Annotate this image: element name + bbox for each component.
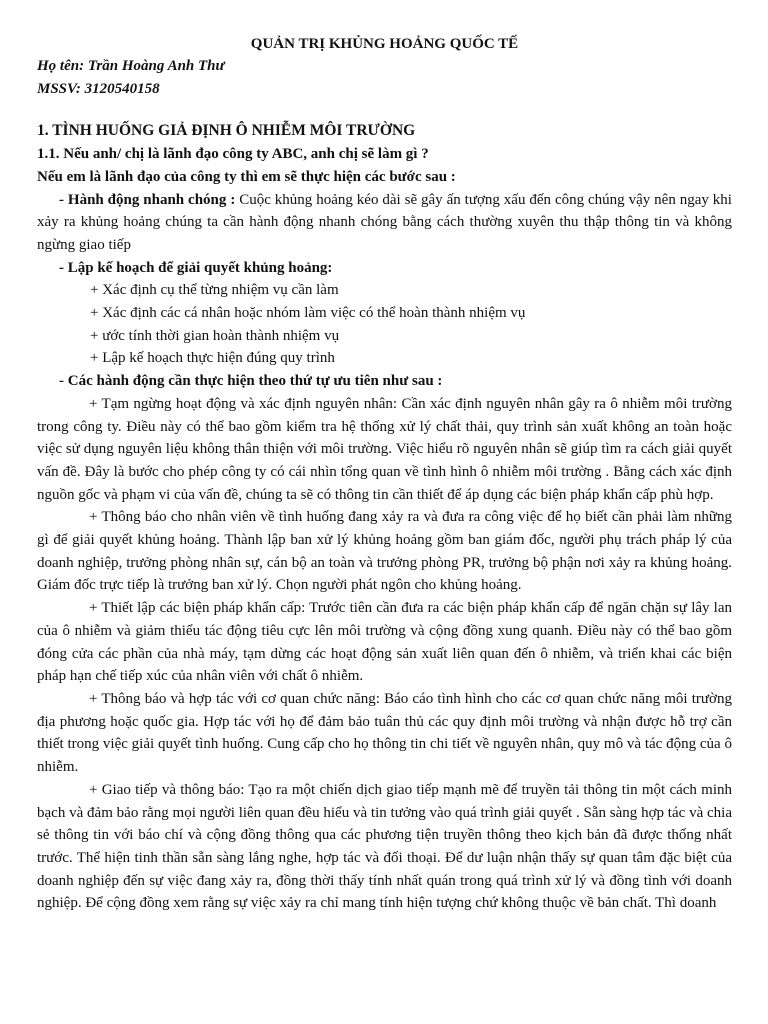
section-heading: 1. TÌNH HUỐNG GIẢ ĐỊNH Ô NHIỄM MÔI TRƯỜNG [37, 122, 416, 140]
action-paragraph: + Thông báo và hợp tác với cơ quan chức năng: Báo cáo tình hình cho các cơ quan chức năng môi trường địa phương hoặc quốc gia. Hợp tác với họ để đảm bảo tuân thủ các quy định môi trường và nhận được hỗ trợ cần thiết trong việc giải quyết tình huống. Cung cấp cho họ thông tin chi tiết về nguyên nhân, quy mô và tác động của ô nhiễm. [37, 690, 732, 776]
subsection-heading: 1.1. Nếu anh/ chị là lãnh đạo công ty ABC, anh chị sẽ làm gì ? [37, 146, 429, 163]
action-paragraph: + Thông báo cho nhân viên về tình huống đang xảy ra và đưa ra công việc để họ biết cần phải làm những gì để giải quyết khủng hoảng. Thành lập ban xử lý khủng hoảng gồm ban giám đốc, người phụ trách pháp lý của doanh nghiệp, trưởng phòng nhân sự, cán bộ an toàn và trưởng phòng PR, trưởng bộ phận nơi xảy ra khủng hoảng. Giám đốc trực tiếp là trưởng ban xử lý. Chọn người phát ngôn cho khủng hoảng. [37, 509, 732, 594]
student-id: MSSV: 3120540158 [37, 80, 160, 97]
spacer [37, 100, 732, 120]
intro-line: Nếu em là lãnh đạo của công ty thì em sẽ thực hiện các bước sau : [37, 168, 456, 185]
actions-heading: - Các hành động cần thực hiện theo thứ tự ưu tiên như sau : [59, 373, 443, 390]
action-paragraph: + Giao tiếp và thông báo: Tạo ra một chiến dịch giao tiếp mạnh mẽ để truyền tải thông tin một cách minh bạch và đảm bảo rằng mọi người liên quan đều hiểu và tin tưởng vào quá trình giải quyết . Sẵn sàng hợp tác và chia sẻ thông tin với báo chí và cộng đồng thông qua các phương tiện truyền thông theo kịch bản đã được thống nhất trước. Thể hiện tinh thần sẵn sàng lắng nghe, hợp tác và đối thoại. Để dư luận nhận thấy sự quan tâm đặc biệt của doanh nghiệp đến sự việc đang xảy ra, đồng thời thấy tính nhất quán trong quá trình xử lý và đồng tình với doanh nghiệp. Để cộng đồng xem rằng sự việc xảy ra chỉ mang tính hiện tượng chứ không thuộc về bản chất. Thì doanh [37, 781, 732, 912]
action-paragraph: + Tạm ngừng hoạt động và xác định nguyên nhân: Cần xác định nguyên nhân gây ra ô nhiễm môi trường trong công ty. Điều này có thể bao gồm kiểm tra hệ thống xử lý chất thải, quy trình sản xuất không an toàn hoặc việc sử dụng nguyên liệu không thân thiện với môi trường. Việc hiểu rõ nguyên nhân sẽ giúp tìm ra cách giải quyết vấn đề. Đây là bước cho phép công ty có cái nhìn tổng quan về tình hình ô nhiễm môi trường . Bằng cách xác định nguồn gốc và phạm vi của vấn đề, chúng ta sẽ có thông tin cần thiết để áp dụng các biện pháp khẩn cấp phù hợp. [37, 395, 732, 503]
paragraph-label: - Hành động nhanh chóng : [59, 191, 236, 208]
plan-item: + Lập kế hoạch thực hiện đúng quy trình [90, 350, 335, 367]
plan-item: + Xác định cụ thể từng nhiệm vụ cần làm [90, 282, 339, 299]
plan-heading: - Lập kế hoạch để giải quyết khủng hoảng: [59, 259, 333, 276]
document-title: QUẢN TRỊ KHỦNG HOẢNG QUỐC TẾ [250, 36, 519, 52]
paragraph-quick-action [37, 189, 732, 257]
plan-item: + Xác định các cá nhân hoặc nhóm làm việc có thể hoàn thành nhiệm vụ [90, 305, 526, 322]
plan-item: + ước tính thời gian hoàn thành nhiệm vụ [90, 327, 340, 344]
student-name: Họ tên: Trần Hoàng Anh Thư [37, 58, 225, 74]
action-paragraph: + Thiết lập các biện pháp khẩn cấp: Trước tiên cần đưa ra các biện pháp khẩn cấp để ngăn chặn sự lây lan của ô nhiễm và giảm thiểu tác động tiêu cực lên môi trường và cộng đồng xung quanh. Điều này có thể bao gồm đóng cửa các phần của nhà máy, tạm dừng các hoạt động sản xuất liên quan đến ô nhiễm, và triển khai các biện pháp hạn chế tiếp xúc của nhân viên với chất ô nhiễm. [37, 600, 732, 685]
paragraph-text: Cuộc khủng hoảng kéo dài sẽ gây ấn tượng xấu đến công chúng vậy nên ngay khi xảy ra khủng hoảng chúng ta cần hành động nhanh chóng bằng cách thường xuyên thu thập thông tin và không ngừng giao tiếp [37, 191, 732, 253]
